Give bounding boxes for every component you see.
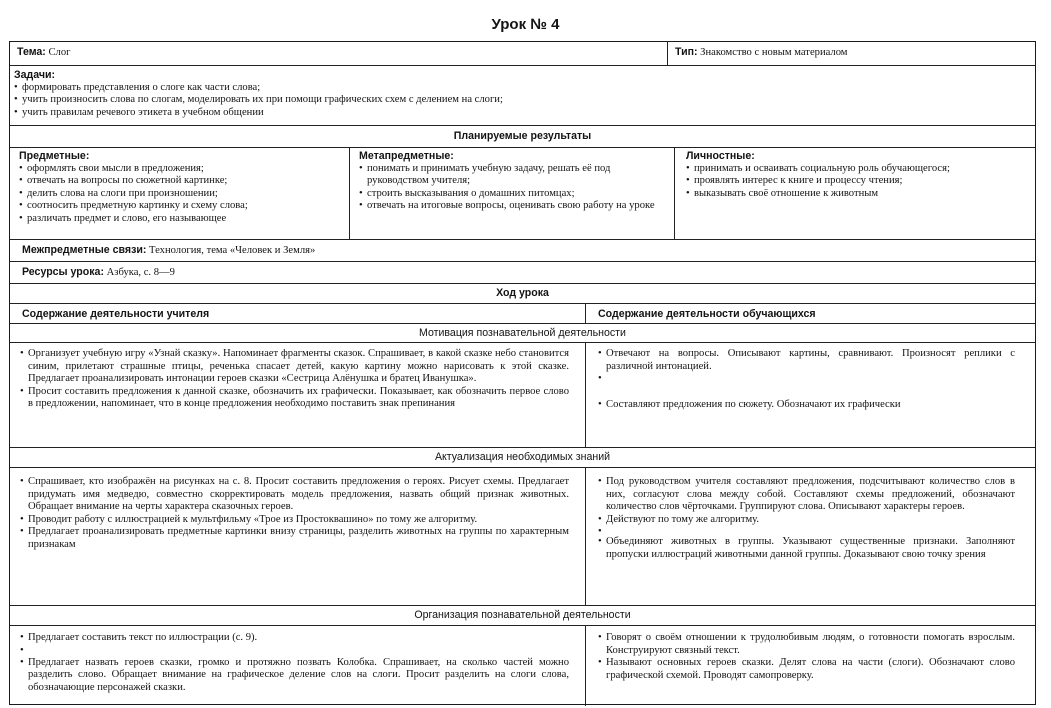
section-content-row — [10, 342, 1035, 447]
tasks-label: Задачи: — [14, 69, 56, 81]
activity-headers-row — [10, 303, 1035, 323]
planned-results-title-row — [10, 125, 1035, 147]
section-title-row — [10, 605, 1035, 625]
meta-results-label: Метапредметные: — [359, 150, 454, 162]
lesson-flow-title-cell — [10, 284, 1035, 303]
students-activity-item: • Действуют по тому же алгоритму. — [598, 514, 1015, 527]
subject-result-item: • различать предмет и слово, его называющее — [19, 213, 344, 226]
resources-row — [10, 261, 1035, 283]
interdisciplinary-row — [10, 239, 1035, 261]
lesson-flow-title: Ход урока — [496, 287, 549, 300]
interdisciplinary-cell — [10, 240, 1035, 261]
students-activity-item: • Составляют предложения по сюжету. Обозначают их графически — [598, 399, 1015, 412]
tasks-list — [14, 82, 1030, 120]
subject-results-label: Предметные: — [19, 150, 90, 162]
meta-results-list — [359, 163, 664, 213]
spacer — [598, 526, 1015, 536]
subject-result-item: • отвечать на вопросы по сюжетной картинке; — [19, 175, 344, 188]
meta-results-cell — [349, 148, 674, 239]
personal-results-list — [686, 163, 1030, 201]
planned-results-title: Планируемые результаты — [453, 130, 592, 143]
page-title: Урок № 4 — [491, 16, 560, 33]
lesson-flow-title-row — [10, 283, 1035, 303]
personal-result-item: • принимать и осваивать социальную роль обучающегося; — [686, 163, 1030, 176]
resources-value: Азбука, с. 8—9 — [106, 267, 175, 278]
section-title-cell — [10, 324, 1035, 342]
teacher-activity-cell — [10, 343, 585, 447]
topic-value: Слог — [48, 47, 71, 58]
teacher-activity-list — [20, 632, 569, 694]
students-activity-cell — [585, 468, 1035, 605]
section-title-cell — [10, 606, 1035, 625]
tasks-row — [10, 65, 1035, 125]
personal-result-item: • выказывать своё отношение к животным — [686, 188, 1030, 201]
subject-results-cell — [10, 148, 349, 239]
section-content-row — [10, 467, 1035, 605]
type-value: Знакомство с новым материалом — [700, 47, 848, 58]
section-title: Мотивация познавательной деятельности — [419, 326, 626, 339]
planned-results-row — [10, 147, 1035, 239]
teacher-activity-item: • Предлагает назвать героев сказки, громко и протяжно позвать Колобка. Спрашивает, на сколько частей можно разделить слово. Обращает внимание на графическое деление слов на слоги. Просит разделить на слоги слова, обозначающие персонажей сказки. — [20, 657, 569, 695]
interdisciplinary-value: Технология, тема «Человек и Земля» — [149, 245, 316, 256]
topic-cell — [10, 42, 667, 65]
subject-result-item: • оформлять свои мысли в предложения; — [19, 163, 344, 176]
planned-results-title-cell — [10, 126, 1035, 147]
tasks-cell — [10, 66, 1035, 125]
teacher-activity-item: • Предлагает проанализировать предметные картинки внизу страницы, разделить животных на группы по характерным признакам — [20, 526, 569, 551]
students-activity-item: • Под руководством учителя составляют предложения, подсчитывают количество слов в них, согласуют слова между собой. Составляют схемы предложений, обозначают количество слов чёрточками. Группируют слова. Описывают характеры героев. — [598, 476, 1015, 514]
topic-row — [10, 42, 1035, 65]
teacher-activity-list — [20, 476, 569, 552]
meta-result-item: • отвечать на итоговые вопросы, оценивать свою работу на уроке — [359, 200, 664, 213]
subject-result-item: • делить слова на слоги при произношении; — [19, 188, 344, 201]
students-activity-item: • Объединяют животных в группы. Указывают существенные признаки. Заполняют пропуски иллюстраций животными данной группы. Доказывают свою точку зрения — [598, 536, 1015, 561]
students-activity-list — [598, 476, 1015, 562]
section-title-cell — [10, 448, 1035, 467]
section-content-row — [10, 625, 1035, 706]
students-activity-list — [598, 632, 1015, 682]
type-label: Тип: — [675, 46, 698, 58]
teacher-activity-item: • Спрашивает, кто изображён на рисунках на с. 8. Просит составить предложения о героях. Рисует схемы. Предлагает придумать имя медведю, совместно скорректировать модель предложения, назвать общий признак животных. Обращает внимание на черты характера сказочных героев. — [20, 476, 569, 514]
task-item: • формировать представления о слоге как части слова; — [14, 82, 1030, 95]
teacher-activity-item: • Организует учебную игру «Узнай сказку». Напоминает фрагменты сказок. Спрашивает, в какой сказке небо становится синим, прилетают страшные птицы, реченька спасает детей, какую картину можно нарисовать к этой сказке. Предлагает проанализировать интонации героев сказки «Сестрица Алёнушка и братец Иванушка». — [20, 348, 569, 386]
subject-results-list — [19, 163, 344, 226]
task-item: • учить правилам речевого этикета в учебном общении — [14, 107, 1030, 120]
personal-results-label: Личностные: — [686, 150, 755, 162]
meta-result-item: • понимать и принимать учебную задачу, решать её под руководством учителя; — [359, 163, 664, 188]
spacer — [20, 645, 569, 657]
teacher-activity-item: • Просит составить предложения к данной сказке, обозначить их графически. Показывает, как обозначить первое слово в предложении, напоминает, что в конце предложения необходимо поставить знак препинания — [20, 386, 569, 411]
task-item: • учить произносить слова по слогам, моделировать их при помощи графических схем с делением на слоги; — [14, 94, 1030, 107]
teacher-column-header: Содержание деятельности учителя — [22, 308, 210, 320]
spacer — [598, 373, 1015, 399]
personal-results-cell — [674, 148, 1035, 239]
subject-result-item: • соотносить предметную картинку и схему слова; — [19, 200, 344, 213]
students-activity-item: • Называют основных героев сказки. Делят слова на части (слоги). Обозначают слово графической схемой. Проводят самопроверку. — [598, 657, 1015, 682]
teacher-activity-cell — [10, 626, 585, 706]
students-activity-item: • Отвечают на вопросы. Описывают картины, сравнивают. Произносят реплики с различной интонацией. — [598, 348, 1015, 373]
resources-cell — [10, 262, 1035, 283]
teacher-activity-item: • Проводит работу с иллюстрацией к мультфильму «Трое из Простоквашино» по тому же алгоритму. — [20, 514, 569, 527]
resources-label: Ресурсы урока: — [22, 266, 104, 278]
personal-result-item: • проявлять интерес к книге и процессу чтения; — [686, 175, 1030, 188]
teacher-activity-cell — [10, 468, 585, 605]
teacher-activity-list — [20, 348, 569, 411]
students-activity-item: • Говорят о своём отношении к трудолюбивым людям, о готовности помогать взрослым. Конструируют связный текст. — [598, 632, 1015, 657]
teacher-activity-item: • Предлагает составить текст по иллюстрации (с. 9). — [20, 632, 569, 645]
students-activity-cell — [585, 343, 1035, 447]
type-cell — [667, 42, 1035, 65]
students-column-header: Содержание деятельности обучающихся — [585, 304, 1035, 323]
section-title: Актуализация необходимых знаний — [434, 451, 611, 464]
topic-label: Тема: — [17, 46, 46, 58]
meta-result-item: • строить высказывания о домашних питомцах; — [359, 188, 664, 201]
students-activity-cell — [585, 626, 1035, 706]
lesson-plan-table — [9, 41, 1036, 705]
interdisciplinary-label: Межпредметные связи: — [22, 244, 147, 256]
section-title-row — [10, 323, 1035, 342]
section-title: Организация познавательной деятельности — [414, 609, 631, 622]
section-title-row — [10, 447, 1035, 467]
students-activity-list — [598, 348, 1015, 412]
